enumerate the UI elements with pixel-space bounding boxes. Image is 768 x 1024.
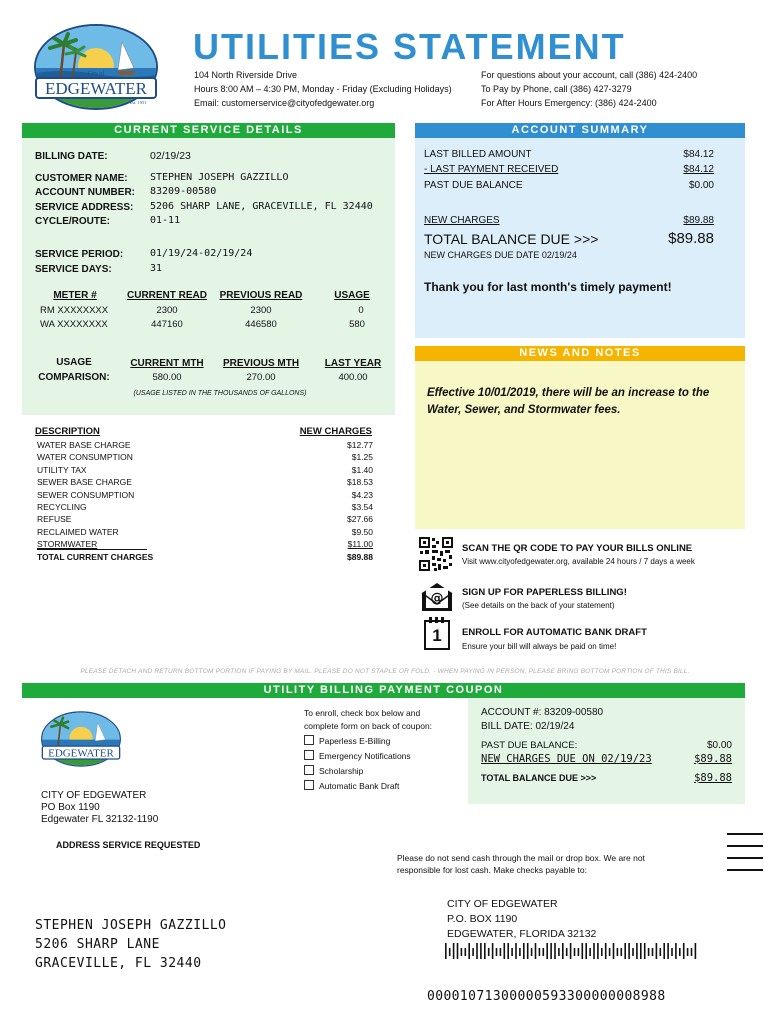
barcode-bar [519,948,521,956]
qr-subtitle: Visit www.cityofedgewater.org, available 24 hours / 7 days a week [462,557,695,566]
sender-line-2: PO Box 1190 [41,802,100,813]
payee-address [447,897,596,942]
charge-desc: WATER BASE CHARGE [37,440,131,450]
payee-line-3: EDGEWATER, FLORIDA 32132 [447,928,597,940]
usage-value-previous: 270.00 [246,372,276,383]
barcode-bar [644,943,646,959]
scholarship-checkbox[interactable] [304,765,314,775]
cash-notice-line-2: responsible for lost cash. Make checks payable to: [397,865,587,875]
charge-row [37,439,373,451]
barcode-bar [480,943,482,959]
cash-notice-line-1: Please do not send cash through the mail or drop box. We are not [397,853,645,863]
paperless-subtitle: (See details on the back of your statement) [462,601,615,610]
bank-draft-checkbox[interactable] [304,780,314,790]
charge-row [37,501,373,513]
usage-label-1: USAGE [56,357,92,368]
barcode-bar [535,943,537,959]
recipient-line-1: STEPHEN JOSEPH GAZZILLO [35,918,227,933]
account-number-value: 83209-00580 [150,186,217,197]
coupon-past-due-value: $0.00 [706,740,732,751]
account-number-label: ACCOUNT NUMBER: [35,187,135,198]
bank-draft-subtitle: Ensure your bill will always be paid on time! [462,642,617,651]
option-label: Emergency Notifications [319,751,411,761]
barcode-bar [539,948,541,956]
recipient-address [35,916,227,973]
charge-desc: SEWER BASE CHARGE [37,477,132,488]
past-due-label: PAST DUE BALANCE [424,180,523,191]
meter-row-1-current: 2300 [156,305,178,316]
charges-list [37,439,373,563]
calendar-icon [424,620,450,650]
usage-header-last-year: LAST YEAR [324,358,382,369]
barcode-bar [613,943,615,959]
header-after-hours: For After Hours Emergency: (386) 424-2400 [481,98,657,108]
barcode-bar [640,943,642,959]
barcode-bar [523,943,525,959]
barcode-bar [648,948,650,956]
header-contact-left [194,68,452,110]
charge-row [37,513,373,525]
charge-row [37,476,373,488]
page-title: UTILITIES STATEMENT [193,26,626,67]
cash-notice [397,852,645,876]
account-summary-bar: ACCOUNT SUMMARY [415,123,745,138]
meter-header-usage: USAGE [334,290,370,301]
coupon-city-logo [38,710,124,773]
barcode-bar [585,943,587,959]
coupon-new-charges-value: $89.88 [694,753,732,765]
charges-total-value: $89.88 [347,551,373,562]
coupon-account-number: ACCOUNT #: 83209-00580 [481,707,604,718]
barcode-bar [468,943,470,959]
barcode-bar [589,948,591,956]
total-balance-label: TOTAL BALANCE DUE >>> [424,231,599,247]
barcode-bar [496,948,498,956]
city-logo [30,22,162,112]
customer-name-label: CUSTOMER NAME: [35,173,128,184]
option-label: Paperless E-Billing [319,736,391,746]
barcode-bar [691,948,693,956]
service-period-label: SERVICE PERIOD: [35,249,124,260]
barcode-bar [621,948,623,956]
coupon-account-info [481,706,603,734]
charge-desc: WATER CONSUMPTION [37,452,133,463]
charge-amount: $12.77 [347,440,373,450]
payee-line-2: P.O. BOX 1190 [447,913,518,925]
barcode-bar [609,948,611,956]
barcode-bar [453,943,455,959]
charge-amount: $1.40 [351,464,373,475]
service-address-label: SERVICE ADDRESS: [35,202,134,213]
charges-total-label: TOTAL CURRENT CHARGES [37,551,154,562]
barcode-bar [492,943,494,959]
email-at-icon [420,582,454,617]
charge-desc: RECLAIMED WATER [37,526,119,537]
enroll-line-1: To enroll, check box below and [304,708,421,718]
last-billed-label: LAST BILLED AMOUNT [424,149,532,160]
barcode-bar [597,943,599,959]
barcode-bar [675,943,677,959]
barcode-bar [679,948,681,956]
logo-city-text: City of [87,71,105,77]
usage-header-previous: PREVIOUS MTH [222,358,300,369]
meter-row-1-id: RM XXXXXXXX [40,305,109,316]
sender-line-3: Edgewater FL 32132-1190 [41,814,159,825]
header-hours: Hours 8:00 AM – 4:30 PM, Monday - Friday (Excluding Holidays) [194,84,452,94]
barcode-bar [578,948,580,956]
barcode-bar [511,948,513,956]
barcode-bar [605,943,607,959]
due-date-line: NEW CHARGES DUE DATE 02/19/24 [424,250,577,260]
paperless-checkbox[interactable] [304,735,314,745]
barcode-bar [624,943,626,959]
last-billed-value: $84.12 [683,149,714,160]
charge-row [37,489,373,501]
barcode-bar [582,943,584,959]
meter-row-1-usage: 0 [358,305,364,316]
charge-desc: RECYCLING [37,502,87,513]
barcode-bar [562,943,564,959]
charge-amount: $1.25 [351,452,373,463]
header-email: Email: customerservice@cityofedgewater.org [194,98,375,108]
option-scholarship[interactable] [304,764,411,779]
coupon-new-charges-label: NEW CHARGES DUE ON 02/19/23 [481,753,652,765]
barcode-bar [504,943,506,959]
barcode-bar [484,943,486,959]
barcode-bar [558,948,560,956]
usage-label-2: COMPARISON: [38,372,110,383]
service-days-label: SERVICE DAYS: [35,264,112,275]
cycle-route-label: CYCLE/ROUTE: [35,216,110,227]
charge-row [37,464,373,476]
meter-header-previous: PREVIOUS READ [219,290,303,301]
postal-barcode [445,943,701,964]
barcode-bar [667,943,669,959]
coupon-total-value: $89.88 [694,772,732,784]
coupon-past-due-label: PAST DUE BALANCE: [481,740,578,751]
bank-draft-title: ENROLL FOR AUTOMATIC BANK DRAFT [462,627,647,638]
option-emergency[interactable] [304,749,411,764]
barcode-bar [543,948,545,956]
payment-coupon-bar: UTILITY BILLING PAYMENT COUPON [22,683,745,698]
logo-est-text: Est. 1951 [129,100,147,105]
qr-code-icon[interactable] [418,536,454,577]
last-payment-label: - LAST PAYMENT RECEIVED [424,164,559,175]
sender-line-1: CITY OF EDGEWATER [41,790,147,801]
option-paperless[interactable] [304,734,411,749]
barcode-bar [476,943,478,959]
barcode-bar [461,948,463,956]
qr-title: SCAN THE QR CODE TO PAY YOUR BILLS ONLINE [462,543,693,554]
barcode-bar [628,943,630,959]
coupon-total-label: TOTAL BALANCE DUE >>> [481,773,597,783]
barcode-bar [683,943,685,959]
barcode-bar [531,948,533,956]
recipient-line-2: 5206 SHARP LANE [35,937,160,952]
usage-value-current: 580.00 [152,372,182,383]
barcode-bar [656,943,658,959]
meter-row-2-previous: 446580 [245,319,277,330]
barcode-bar [687,948,689,956]
barcode-bar [617,948,619,956]
charge-desc: UTILITY TAX [37,464,87,475]
ocr-scanline: 00001071300000593300000008988 [427,989,666,1004]
service-days-value: 31 [150,263,163,274]
usage-header-current: CURRENT MTH [130,358,204,369]
barcode-bar [663,943,665,959]
logo-name-text: EDGEWATER [45,79,147,98]
barcode-bar [472,948,474,956]
news-body: Effective 10/01/2019, there will be an increase to the Water, Sewer, and Stormwater fees. [427,387,710,416]
charges-amount-header: NEW CHARGES [299,426,372,437]
charge-amount: $18.53 [347,477,373,488]
barcode-bar [445,943,447,959]
barcode-bar [636,943,638,959]
header-questions: For questions about your account, call (386) 424-2400 [481,70,698,80]
barcode-bar [515,943,517,959]
coupon-logo-name: EDGEWATER [48,747,114,760]
paperless-title: SIGN UP FOR PAPERLESS BILLING! [462,587,627,598]
usage-note: (USAGE LISTED IN THE THOUSANDS OF GALLONS) [133,390,307,397]
barcode-bar [488,948,490,956]
barcode-bar [554,943,556,959]
barcode-bar [546,943,548,959]
barcode-bar [566,948,568,956]
charge-amount: $4.23 [351,489,373,500]
charge-row [37,451,373,463]
header-pay-phone: To Pay by Phone, call (386) 427-3279 [481,84,632,94]
charges-divider [37,549,147,550]
calendar-number: 1 [432,626,442,645]
billing-date-value: 02/19/23 [150,150,191,162]
detach-instructions: PLEASE DETACH AND RETURN BOTTOM PORTION IF PAYING BY MAIL. PLEASE DO NOT STAPLE OR FOLD. - WHEN PAYING IN PERSON, PLEASE BRING BOTTOM PORTION OF THIS BILL. [80,668,690,675]
option-bank-draft[interactable] [304,779,411,794]
barcode-bar [570,943,572,959]
recipient-line-3: GRACEVILLE, FL 32440 [35,956,202,971]
payee-line-1: CITY OF EDGEWATER [447,898,558,910]
barcode-bar [449,948,451,956]
new-charges-value: $89.88 [683,215,714,226]
mail-marks [727,833,763,871]
barcode-bar [601,948,603,956]
barcode-bar [527,943,529,959]
enroll-line-2: complete form on back of coupon: [304,721,433,731]
header-contact-right [481,68,697,110]
barcode-bar [457,943,459,959]
charges-desc-header: DESCRIPTION [35,426,100,437]
service-period-value: 01/19/24-02/19/24 [150,248,253,259]
past-due-value: $0.00 [688,180,714,191]
news-notes-bar: NEWS AND NOTES [415,346,745,361]
barcode-bar [593,943,595,959]
meter-header-meter: METER # [53,290,97,301]
barcode-bar [652,948,654,956]
last-payment-value: $84.12 [683,164,714,175]
barcode-bar [500,948,502,956]
meter-row-2-usage: 580 [349,319,365,330]
barcode-bar [574,948,576,956]
charge-desc: REFUSE [37,514,72,525]
total-balance-value: $89.88 [668,230,714,247]
meter-header-current: CURRENT READ [127,290,207,301]
charge-desc: STORMWATER [37,539,98,550]
meter-row-2-current: 447160 [151,319,183,330]
emergency-checkbox[interactable] [304,750,314,760]
charge-amount: $27.66 [347,514,373,525]
barcode-bar [695,943,697,959]
charge-amount: $9.50 [351,526,373,537]
meter-row-2-id: WA XXXXXXXX [40,319,108,330]
barcode-bar [465,948,467,956]
charges-total-row [37,551,373,563]
billing-date-label: BILLING DATE: [35,151,108,162]
customer-name-value: STEPHEN JOSEPH GAZZILLO [150,172,289,183]
sender-address [41,790,158,826]
barcode-bar [507,943,509,959]
charge-row [37,526,373,538]
barcode-bar [632,948,634,956]
usage-value-last-year: 400.00 [338,372,368,383]
charge-amount: $3.54 [351,502,373,513]
barcode-bar [550,943,552,959]
enroll-instructions [304,707,432,733]
option-label: Automatic Bank Draft [319,781,400,791]
cycle-route-value: 01-11 [150,215,181,226]
charge-desc: SEWER CONSUMPTION [37,489,135,500]
barcode-bar [671,948,673,956]
option-label: Scholarship [319,766,364,776]
svg-text:@: @ [430,591,444,606]
address-service-requested: ADDRESS SERVICE REQUESTED [56,840,201,850]
new-charges-label: NEW CHARGES [424,215,500,226]
barcode-bar [660,948,662,956]
charge-amount: $11.00 [347,539,373,550]
thank-you-message: Thank you for last month's timely payment! [424,280,672,294]
coupon-bill-date: BILL DATE: 02/19/24 [481,721,575,732]
meter-row-1-previous: 2300 [250,305,272,316]
enroll-options [304,734,411,794]
service-details-bar: CURRENT SERVICE DETAILS [22,123,395,138]
service-address-value: 5206 SHARP LANE, GRACEVILLE, FL 32440 [150,201,373,212]
header-address: 104 North Riverside Drive [194,70,298,80]
